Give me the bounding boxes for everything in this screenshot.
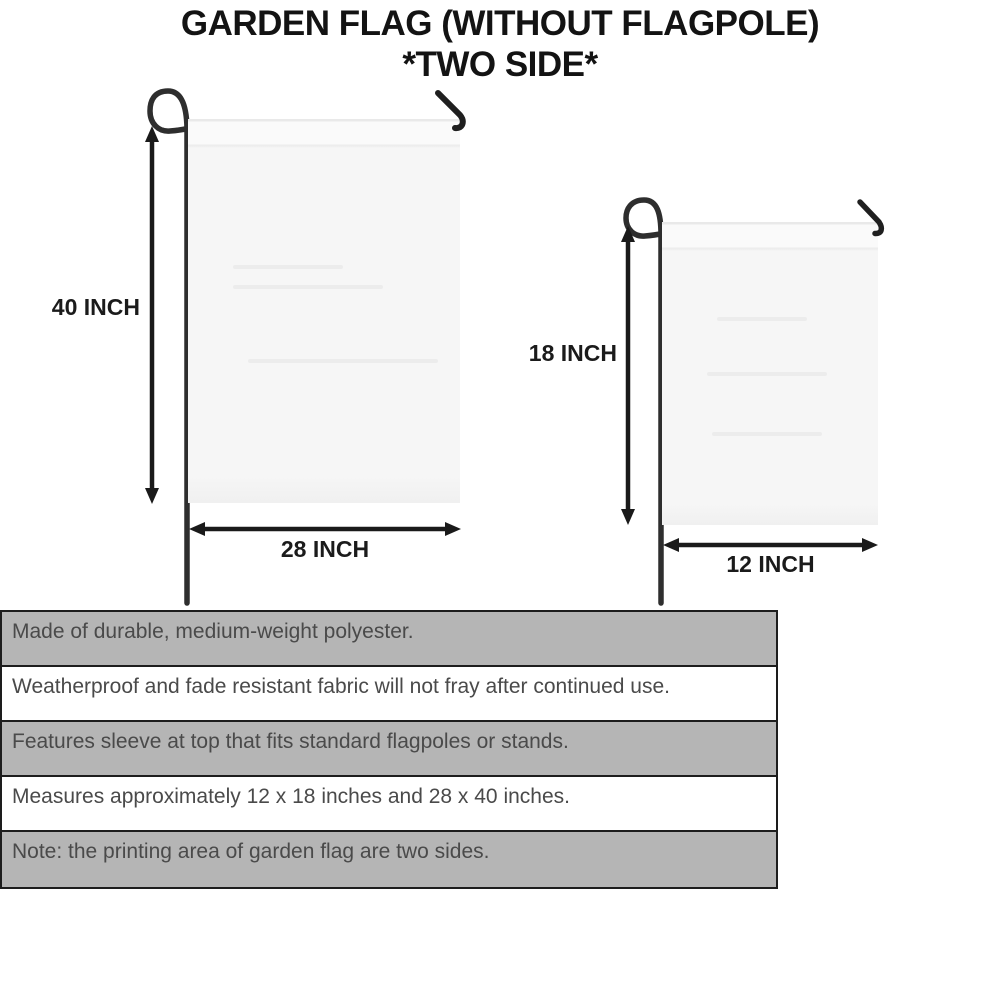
width-arrow-large (189, 521, 461, 537)
flag-canvas-large (188, 119, 460, 503)
page-title (0, 4, 1000, 85)
pole-hook-icon-large (433, 88, 469, 134)
fabric-crease (712, 432, 822, 436)
height-arrow-small (620, 226, 636, 525)
pole-hook-icon-small (856, 198, 888, 238)
fabric-crease (717, 317, 807, 321)
title-line1: GARDEN FLAG (WITHOUT FLAGPOLE) (180, 4, 820, 43)
height-arrow-large (144, 126, 160, 504)
title-line2: *TWO SIDE* (402, 44, 598, 84)
features-table (0, 610, 778, 889)
feature-row-weatherproof: Weatherproof and fade resistant fabric will not fray after continued use. (2, 667, 776, 722)
width-label-large: 28 INCH (280, 536, 370, 562)
feature-row-sleeve: Features sleeve at top that fits standard flagpoles or stands. (2, 722, 776, 777)
fabric-crease (233, 285, 383, 289)
height-label-large: 40 INCH (51, 294, 140, 320)
width-label-small: 12 INCH (726, 551, 815, 577)
flag-canvas-small (662, 222, 878, 525)
fabric-crease (248, 359, 438, 363)
fabric-crease (233, 265, 343, 269)
height-label-small: 18 INCH (528, 340, 617, 366)
feature-row-material: Made of durable, medium-weight polyester. (2, 612, 776, 667)
feature-row-measures: Measures approximately 12 x 18 inches and 28 x 40 inches. (2, 777, 776, 832)
fabric-crease (707, 372, 827, 376)
feature-row-note: Note: the printing area of garden flag are two sides. (2, 832, 776, 887)
